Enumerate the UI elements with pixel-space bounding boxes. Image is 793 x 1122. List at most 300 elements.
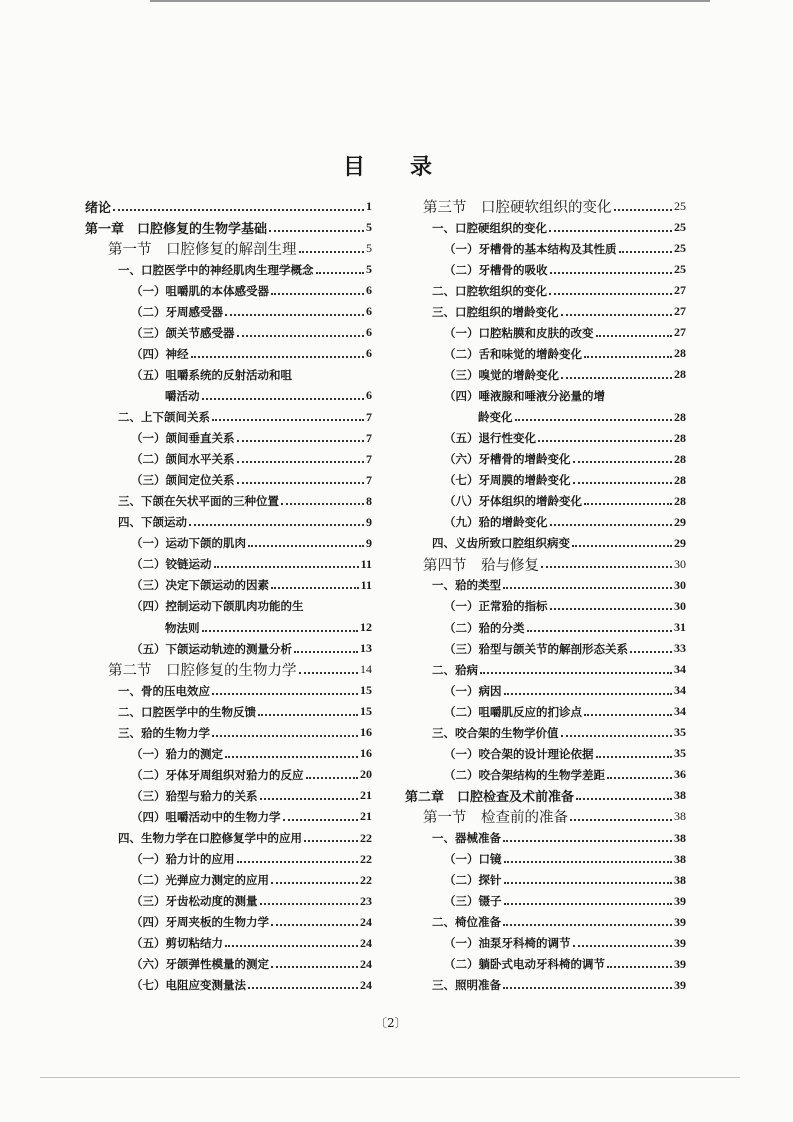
dot-leader: [202, 398, 365, 400]
toc-entry-page: 9: [366, 535, 372, 550]
toc-entry-page: 31: [674, 620, 686, 634]
dot-leader: [503, 587, 672, 589]
toc-entry-title: （三）牙齿松动度的测量: [131, 894, 258, 909]
toc-entry: [131, 785, 372, 806]
toc-entry: [118, 259, 372, 280]
toc-entry-page: 39: [674, 977, 686, 992]
dot-leader: [283, 819, 359, 821]
toc-entry-page: 28: [674, 451, 686, 466]
toc-entry-title: 三、𬌗的生物力学: [118, 725, 210, 740]
toc-entry: [432, 575, 686, 596]
toc-entry-page: 35: [674, 746, 686, 761]
dot-leader: [271, 882, 358, 884]
toc-entry-page: 24: [360, 935, 372, 950]
dot-leader: [561, 314, 673, 316]
toc-entry: [118, 680, 372, 701]
toc-entry: [131, 301, 372, 322]
toc-entry-title: （二）探针: [444, 873, 502, 888]
page-title-char: 目: [343, 154, 366, 180]
toc-entry: [131, 343, 372, 364]
toc-entry: [165, 385, 372, 406]
toc-entry: [432, 533, 686, 554]
toc-entry: [131, 575, 372, 596]
toc-entry-title: （八）牙体组织的增龄变化: [444, 494, 582, 509]
dot-leader: [504, 861, 673, 863]
toc-entry-title: （一）运动下颌的肌肉: [131, 536, 246, 551]
toc-entry-line: [131, 364, 372, 385]
toc-entry: [444, 891, 686, 912]
toc-entry-page: 30: [674, 577, 686, 592]
toc-entry-page: 38: [674, 809, 686, 824]
toc-entry-title: （三）嗅觉的增龄变化: [444, 367, 559, 382]
toc-entry-page: 21: [360, 788, 372, 803]
dot-leader: [202, 630, 359, 632]
toc-entry-title: （一）油泵牙科椅的调节: [444, 936, 571, 951]
dot-leader: [573, 945, 673, 947]
toc-entry-title: （六）牙颌弹性模量的测定: [131, 957, 269, 972]
dot-leader: [504, 882, 673, 884]
dot-leader: [549, 230, 672, 232]
toc-entry-page: 6: [366, 325, 372, 340]
dot-leader: [614, 209, 673, 211]
toc-entry-title: （二）舌和味觉的增龄变化: [444, 346, 582, 361]
toc-entry: [444, 343, 686, 364]
dot-leader: [269, 230, 364, 232]
toc-entry-page: 39: [674, 893, 686, 908]
dot-leader: [225, 756, 358, 758]
toc-entry-page: 11: [360, 577, 372, 592]
toc-entry: [444, 617, 686, 638]
toc-entry-title: （九）𬌗的增龄变化: [444, 515, 548, 530]
toc-entry-page: 12: [360, 620, 372, 634]
toc-entry: [131, 280, 372, 301]
dot-leader: [212, 419, 364, 421]
dot-leader: [316, 272, 365, 274]
toc-entry-title: 物法则: [165, 620, 200, 635]
toc-entry-page: 38: [674, 872, 686, 887]
toc-entry-title: 一、器械准备: [432, 831, 501, 845]
toc-entry-title: 一、口腔硬组织的变化: [432, 220, 547, 235]
toc-entry-title: （二）牙槽骨的吸收: [444, 262, 548, 277]
toc-entry-title: （四）控制运动下颌肌肉功能的生: [131, 599, 304, 614]
toc-entry-title: （三）颌间定位关系: [131, 473, 235, 488]
toc-entry-page: 15: [360, 683, 372, 698]
toc-entry: [85, 217, 372, 238]
toc-entry-page: 33: [674, 641, 686, 656]
toc-entry-page: 36: [674, 767, 686, 782]
toc-entry-title: （一）病因: [444, 683, 502, 698]
toc-entry: [131, 933, 372, 954]
dot-leader: [258, 714, 358, 716]
toc-entry-page: 24: [360, 914, 372, 929]
toc-entry-page: 7: [366, 430, 372, 445]
toc-entry-title: 三、下颌在矢状平面的三种位置: [118, 494, 279, 509]
toc-entry-page: 14: [360, 662, 372, 677]
toc-entry-title: （五）剪切粘结力: [131, 936, 223, 951]
toc-entry: [444, 449, 686, 470]
toc-entry-page: 25: [674, 220, 686, 235]
toc-entry-page: 34: [674, 662, 686, 677]
toc-entry-page: 27: [674, 325, 686, 340]
toc-entry: [444, 428, 686, 449]
dot-leader: [549, 293, 672, 295]
toc-entry: [405, 785, 686, 806]
toc-entry-title: 嚼活动: [165, 388, 200, 403]
toc-entry-title: （四）神经: [131, 346, 189, 361]
dot-leader: [113, 209, 364, 211]
dot-leader: [214, 566, 359, 568]
toc-entry-title: （二）咀嚼肌反应的扪诊点: [444, 704, 582, 719]
dot-leader: [504, 693, 673, 695]
dot-leader: [237, 335, 365, 337]
toc-entry-title: 二、𬌗病: [432, 662, 478, 677]
toc-entry-title: 第四节 𬌗与修复: [423, 557, 539, 574]
toc-entry-title: 二、口腔软组织的变化: [432, 283, 547, 298]
toc-entry: [423, 806, 686, 827]
dot-leader: [561, 377, 672, 379]
toc-entry-page: 27: [674, 304, 686, 319]
toc-entry-page: 6: [366, 388, 372, 403]
toc-entry: [423, 554, 686, 575]
toc-entry-title: 第三节 口腔硬软组织的变化: [423, 200, 612, 216]
toc-entry-page: 24: [360, 956, 372, 971]
dot-leader: [630, 651, 672, 653]
toc-entry-page: 25: [674, 262, 686, 277]
toc-entry-line: [131, 596, 372, 617]
dot-leader: [294, 651, 358, 653]
dot-leader: [561, 735, 673, 737]
dot-leader: [271, 587, 359, 589]
toc-entry-page: 6: [366, 304, 372, 319]
toc-entry-page: 35: [674, 725, 686, 740]
scan-artifact: [40, 1077, 740, 1078]
toc-entry: [131, 849, 372, 870]
toc-entry: [432, 301, 686, 322]
toc-entry: [444, 638, 686, 659]
dot-leader: [271, 966, 358, 968]
toc-entry-page: 29: [674, 535, 686, 550]
toc-entry-page: 5: [366, 241, 372, 256]
toc-entry-title: 第一节 检查前的准备: [423, 810, 568, 827]
toc-entry-title: （四）牙周夹板的生物力学: [131, 915, 269, 930]
toc-entry-title: 四、下颌运动: [118, 515, 187, 530]
dot-leader: [515, 419, 673, 421]
toc-entry-title: （一）颌间垂直关系: [131, 431, 235, 446]
toc-entry: [131, 764, 372, 785]
dot-leader: [260, 798, 359, 800]
toc-entry-page: 34: [674, 704, 686, 719]
toc-entry-page: 30: [674, 598, 686, 613]
toc-entry-page: 28: [674, 493, 686, 508]
toc-entry: [131, 806, 372, 827]
dot-leader: [619, 251, 673, 253]
toc-entry-page: 34: [674, 683, 686, 698]
toc-entry: [444, 849, 686, 870]
toc-entry-page: 5: [366, 220, 372, 235]
dot-leader: [304, 840, 358, 842]
toc-entry: [131, 870, 372, 891]
toc-entry: [118, 828, 372, 849]
toc-entry-title: 第二章 口腔检查及术前准备: [405, 790, 575, 806]
dot-leader: [248, 987, 358, 989]
toc-entry: [432, 912, 686, 933]
dot-leader: [503, 840, 672, 842]
dot-leader: [584, 356, 672, 358]
toc-entry: [131, 470, 372, 491]
toc-entry: [85, 196, 372, 217]
toc-entry: [444, 701, 686, 722]
toc-entry-page: 28: [674, 409, 686, 424]
toc-entry-title: 四、义齿所致口腔组织病变: [432, 536, 570, 551]
dot-leader: [212, 693, 358, 695]
toc-entry-page: 21: [360, 809, 372, 824]
toc-entry-page: 22: [360, 830, 372, 845]
toc-entry-title: （二）牙周感受器: [131, 304, 223, 319]
toc-entry: [131, 891, 372, 912]
toc-entry-page: 20: [360, 767, 372, 782]
toc-entry-title: （五）下颌运动轨迹的测量分析: [131, 641, 292, 656]
toc-entry: [118, 701, 372, 722]
toc-entry-line: [444, 385, 686, 406]
toc-entry-title: （三）镊子: [444, 894, 502, 909]
toc-entry: [165, 617, 372, 638]
dot-leader: [237, 461, 365, 463]
toc-entry: [432, 975, 686, 996]
toc-entry-title: 二、上下颌间关系: [118, 410, 210, 424]
toc-entry-page: 9: [366, 514, 372, 529]
toc-entry-title: （二）咬合架结构的生物学差距: [444, 767, 605, 782]
toc-entry-page: 39: [674, 956, 686, 971]
toc-entry-page: 5: [366, 262, 372, 277]
toc-entry-page: 38: [674, 830, 686, 845]
toc-entry: [444, 259, 686, 280]
toc-entry-page: 28: [674, 367, 686, 382]
toc-entry-title: （一）牙槽骨的基本结构及其性质: [444, 241, 617, 256]
dot-leader: [596, 756, 673, 758]
toc-entry-page: 24: [360, 977, 372, 992]
toc-entry: [108, 659, 372, 680]
toc-entry-page: 25: [674, 199, 686, 213]
toc-entry-title: （二）牙体牙周组织对𬌗力的反应: [131, 767, 304, 782]
dot-leader: [189, 524, 364, 526]
toc-entry-page: 6: [366, 283, 372, 298]
toc-entry-title: （三）𬌗型与颌关节的解剖形态关系: [444, 641, 628, 656]
toc-entry-title: 二、椅位准备: [432, 915, 501, 930]
toc-entry-title: 三、口腔组织的增龄变化: [432, 304, 559, 319]
toc-entry-page: 16: [360, 746, 372, 761]
toc-entry: [131, 322, 372, 343]
toc-entry: [444, 870, 686, 891]
toc-entry-title: 一、口腔医学中的神经肌肉生理学概念: [118, 262, 314, 277]
toc-entry-title: 三、咬合架的生物学价值: [432, 725, 559, 740]
dot-leader: [596, 335, 673, 337]
toc-entry-page: 38: [674, 851, 686, 866]
page-title-char: 录: [410, 154, 433, 180]
toc-entry: [131, 743, 372, 764]
toc-entry-title: （五）咀嚼系统的反射活动和咀: [131, 367, 292, 382]
dot-leader: [248, 545, 364, 547]
page-number: 〔2〕: [375, 1016, 407, 1030]
toc-entry-title: （三）𬌗型与𬌗力的关系: [131, 788, 258, 803]
dot-leader: [503, 924, 672, 926]
toc-entry: [444, 322, 686, 343]
dot-leader: [504, 903, 673, 905]
toc-entry-page: 23: [360, 893, 372, 908]
toc-entry-title: 一、𬌗的类型: [432, 578, 501, 593]
dot-leader: [573, 482, 673, 484]
dot-leader: [260, 903, 359, 905]
toc-entry-title: 第一章 口腔修复的生物学基础: [85, 222, 268, 238]
dot-leader: [480, 672, 672, 674]
dot-leader: [271, 924, 358, 926]
dot-leader: [527, 630, 673, 632]
toc-entry-title: 第二节 口腔修复的生物力学: [108, 663, 297, 680]
toc-entry-page: 39: [674, 914, 686, 929]
toc-entry: [131, 533, 372, 554]
toc-entry: [444, 470, 686, 491]
dot-leader: [570, 819, 672, 821]
toc-entry: [131, 554, 372, 575]
toc-entry-title: （三）决定下颌运动的因素: [131, 578, 269, 593]
toc-entry-title: （七）电阻应变测量法: [131, 978, 246, 993]
toc-entry-page: 8: [366, 493, 372, 508]
toc-entry: [131, 428, 372, 449]
dot-leader: [299, 251, 365, 253]
toc-entry: [444, 954, 686, 975]
toc-entry-page: 28: [674, 346, 686, 361]
dot-leader: [225, 314, 364, 316]
dot-leader: [299, 672, 359, 674]
dot-leader: [550, 524, 673, 526]
toc-entry: [432, 722, 686, 743]
toc-entry-title: （二）光弹应力测定的应用: [131, 873, 269, 888]
toc-entry-page: 25: [674, 241, 686, 256]
dot-leader: [584, 503, 672, 505]
toc-entry: [444, 364, 686, 385]
toc-entry: [432, 828, 686, 849]
scan-artifact: [150, 0, 710, 2]
toc-entry: [118, 407, 372, 428]
toc-entry-title: （一）咀嚼肌的本体感受器: [131, 283, 269, 298]
toc-entry: [444, 743, 686, 764]
toc-entry-title: 绪论: [85, 201, 112, 216]
toc-entry-title: （六）牙槽骨的增龄变化: [444, 452, 571, 467]
toc-entry-page: 38: [674, 788, 686, 803]
toc-entry-title: 四、生物力学在口腔修复学中的应用: [118, 831, 302, 845]
toc-entry-page: 7: [366, 409, 372, 424]
toc-entry-title: （二）铰链运动: [131, 557, 212, 572]
dot-leader: [237, 440, 365, 442]
toc-entry-title: （二）躺卧式电动牙科椅的调节: [444, 957, 605, 972]
toc-entry-title: 龄变化: [478, 410, 513, 424]
dot-leader: [281, 503, 364, 505]
toc-entry: [444, 238, 686, 259]
toc-entry: [131, 638, 372, 659]
toc-entry-title: （二）颌间水平关系: [131, 452, 235, 467]
toc-entry: [131, 449, 372, 470]
toc-entry-title: （四）唾液腺和唾液分泌量的增: [444, 388, 605, 403]
toc-entry: [432, 217, 686, 238]
toc-entry: [118, 722, 372, 743]
toc-entry-title: （七）牙周膜的增龄变化: [444, 473, 571, 488]
toc-entry-page: 15: [360, 704, 372, 719]
dot-leader: [573, 461, 673, 463]
toc-entry-page: 39: [674, 935, 686, 950]
toc-entry-title: 一、骨的压电效应: [118, 683, 210, 698]
toc-entry-title: 三、照明准备: [432, 978, 501, 993]
toc-entry: [432, 280, 686, 301]
toc-entry-title: （二）𬌗的分类: [444, 620, 525, 635]
dot-leader: [237, 861, 359, 863]
toc-entry-page: 11: [360, 556, 372, 571]
toc-entry: [118, 512, 372, 533]
dot-leader: [237, 482, 365, 484]
toc-entry: [444, 512, 686, 533]
dot-leader: [550, 608, 673, 610]
toc-entry: [131, 912, 372, 933]
dot-leader: [225, 945, 358, 947]
toc-entry: [118, 491, 372, 512]
dot-leader: [584, 714, 672, 716]
toc-entry: [444, 933, 686, 954]
dot-leader: [306, 777, 359, 779]
toc-entry-page: 22: [360, 872, 372, 887]
toc-entry-title: （一）𬌗力的测定: [131, 746, 223, 761]
toc-entry: [444, 491, 686, 512]
toc-entry-title: 二、口腔医学中的生物反馈: [118, 704, 256, 719]
toc-entry: [423, 196, 686, 217]
toc-entry-title: （一）正常𬌗的指标: [444, 599, 548, 614]
dot-leader: [212, 735, 358, 737]
toc-entry-page: 30: [674, 556, 686, 571]
toc-entry: [432, 659, 686, 680]
toc-entry-page: 7: [366, 451, 372, 466]
toc-entry: [131, 954, 372, 975]
dot-leader: [576, 798, 672, 800]
toc-entry-title: （一）咬合架的设计理论依据: [444, 746, 594, 761]
toc-entry-page: 7: [366, 472, 372, 487]
toc-entry-title: （一）𬌗力计的应用: [131, 852, 235, 867]
toc-entry: [108, 238, 372, 259]
dot-leader: [550, 272, 673, 274]
toc-entry: [444, 764, 686, 785]
dot-leader: [607, 966, 672, 968]
toc-entry-title: （一）口腔粘膜和皮肤的改变: [444, 325, 594, 340]
dot-leader: [541, 566, 672, 568]
toc-entry: [131, 975, 372, 996]
toc-entry-page: 27: [674, 283, 686, 298]
toc-entry-page: 1: [366, 199, 372, 213]
dot-leader: [271, 293, 364, 295]
toc-entry-title: （三）颌关节感受器: [131, 325, 235, 340]
toc-entry-page: 28: [674, 472, 686, 487]
toc-entry-page: 22: [360, 851, 372, 866]
toc-entry-title: 第一节 口腔修复的解剖生理: [108, 242, 297, 259]
toc-entry: [478, 407, 686, 428]
toc-entry-title: （五）退行性变化: [444, 431, 536, 446]
dot-leader: [572, 545, 672, 547]
toc-entry-page: 13: [360, 641, 372, 656]
dot-leader: [607, 777, 672, 779]
dot-leader: [191, 356, 365, 358]
dot-leader: [538, 440, 672, 442]
toc-entry: [444, 596, 686, 617]
toc-entry-title: （四）咀嚼活动中的生物力学: [131, 809, 281, 824]
toc-entry-page: 6: [366, 346, 372, 361]
dot-leader: [503, 987, 672, 989]
toc-entry-page: 28: [674, 430, 686, 445]
toc-entry-title: （一）口镜: [444, 852, 502, 867]
